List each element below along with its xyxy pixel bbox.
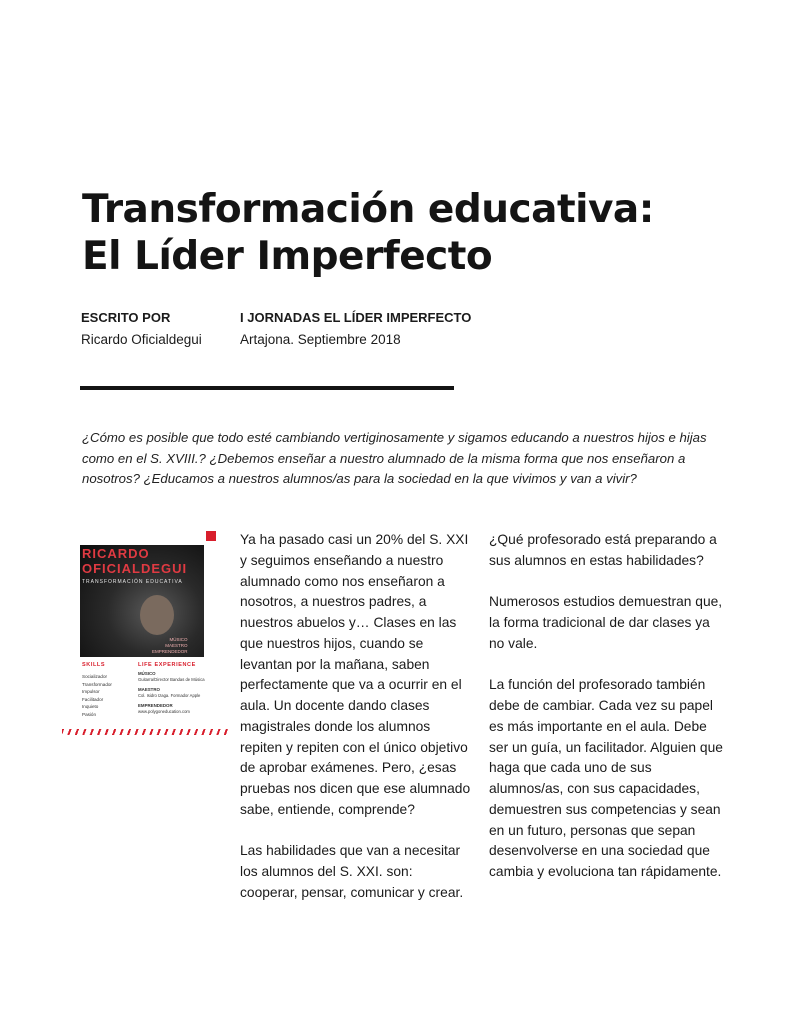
life-item bbox=[138, 671, 208, 683]
life-item-title: MAESTRO bbox=[138, 687, 160, 692]
life-item-title: MÚSICO bbox=[138, 671, 156, 676]
article-title-line1: Transformación educativa: bbox=[82, 187, 654, 232]
divider bbox=[80, 386, 454, 390]
life-item bbox=[138, 703, 208, 715]
event-label: I JORNADAS EL LÍDER IMPERFECTO bbox=[240, 310, 472, 325]
skill-item: Pasión bbox=[82, 711, 97, 717]
body-paragraph: Las habilidades que van a necesitar los alumnos del S. XXI. son: cooperar, pensar, comunicar y crear. bbox=[240, 843, 464, 900]
article-title-line2: El Líder Imperfecto bbox=[82, 234, 493, 279]
poster-roles bbox=[152, 637, 188, 655]
portrait-shape bbox=[140, 595, 174, 635]
body-paragraph: La función del profesorado también debe de cambiar. Cada vez su papel es más importante en el aula. Debe ser un guía, un facilitador. Alguien que haga que cada uno de sus alumnos/as, con sus capacidades, demuestren sus competencias y sean en un futuro, personas que sepan desenvolverse en una sociedad que cambia y evoluciona tan rápidamente. bbox=[489, 677, 723, 879]
poster-role: EMPRENDEDOR bbox=[152, 649, 188, 654]
poster-image bbox=[80, 527, 230, 737]
body-column-2 bbox=[489, 530, 725, 904]
poster-subtitle: TRANSFORMACIÓN EDUCATIVA bbox=[82, 579, 183, 585]
poster-life-list bbox=[138, 671, 208, 715]
poster-skills-heading: SKILLS bbox=[82, 662, 106, 668]
life-item bbox=[138, 687, 208, 699]
author-name: Ricardo Oficialdegui bbox=[81, 332, 202, 347]
skill-item: Socializador bbox=[82, 674, 108, 679]
poster-flag-icon bbox=[206, 531, 216, 541]
intro-paragraph: ¿Cómo es posible que todo esté cambiando vertiginosamente y sigamos educando a nuestros hijos e hijas como en el S. XVIII.? ¿Debemos enseñar a nuestro alumnado de la misma forma que nos enseñaron a nosotros? ¿Educamos a nuestros alumnos/as para la sociedad en la que vivimos y van a vivir? bbox=[82, 430, 707, 486]
skill-item: Impulsor bbox=[82, 689, 100, 694]
poster-life-heading: LIFE EXPERIENCE bbox=[138, 662, 196, 668]
poster-photo bbox=[80, 545, 204, 657]
body-column-1 bbox=[240, 530, 472, 924]
event-info: Artajona. Septiembre 2018 bbox=[240, 332, 401, 347]
body-paragraph: Ya ha pasado casi un 20% del S. XXI y seguimos enseñando a nuestro alumnado como nos enseñaron a nosotros, a nuestros padres, a nuestros abuelos y… Clases en las que nuestros hijos, cuando se levantan por la mañana, saben perfectamente que va a ocurrir en el aula. Un docente dando clases magistrales donde los alumnos repiten y repiten con el único objetivo de aprobar exámenes. Pero, ¿esas pruebas nos dicen que ese alumnado sabe, entiende, comprende? bbox=[240, 532, 471, 817]
life-item-detail: Col. Isidro Izaga. Formador Apple bbox=[138, 693, 201, 698]
skill-item: Transformador bbox=[82, 681, 112, 687]
life-item-detail: Guitarra/Director Bandas de Música bbox=[138, 677, 205, 682]
body-paragraph: ¿Qué profesorado está preparando a sus alumnos en estas habilidades? bbox=[489, 532, 717, 568]
skill-item: Inquieto bbox=[82, 704, 99, 709]
poster-name-line2: OFICIALDEGUI bbox=[82, 561, 188, 576]
poster-role: MÚSICO bbox=[169, 637, 188, 642]
skill-item: Facilitador bbox=[82, 696, 104, 702]
poster-name-line1: RICARDO bbox=[82, 546, 150, 561]
poster-stripes bbox=[62, 729, 228, 735]
life-item-title: EMPRENDEDOR bbox=[138, 703, 173, 708]
life-item-detail: www.polygoneducation.com bbox=[138, 709, 190, 714]
body-paragraph: Numerosos estudios demuestran que, la forma tradicional de dar clases ya no vale. bbox=[489, 594, 723, 651]
poster-skills-list bbox=[82, 673, 112, 718]
author-label: ESCRITO POR bbox=[81, 310, 171, 325]
poster-role: MAESTRO bbox=[165, 643, 188, 648]
article-title bbox=[82, 186, 654, 280]
